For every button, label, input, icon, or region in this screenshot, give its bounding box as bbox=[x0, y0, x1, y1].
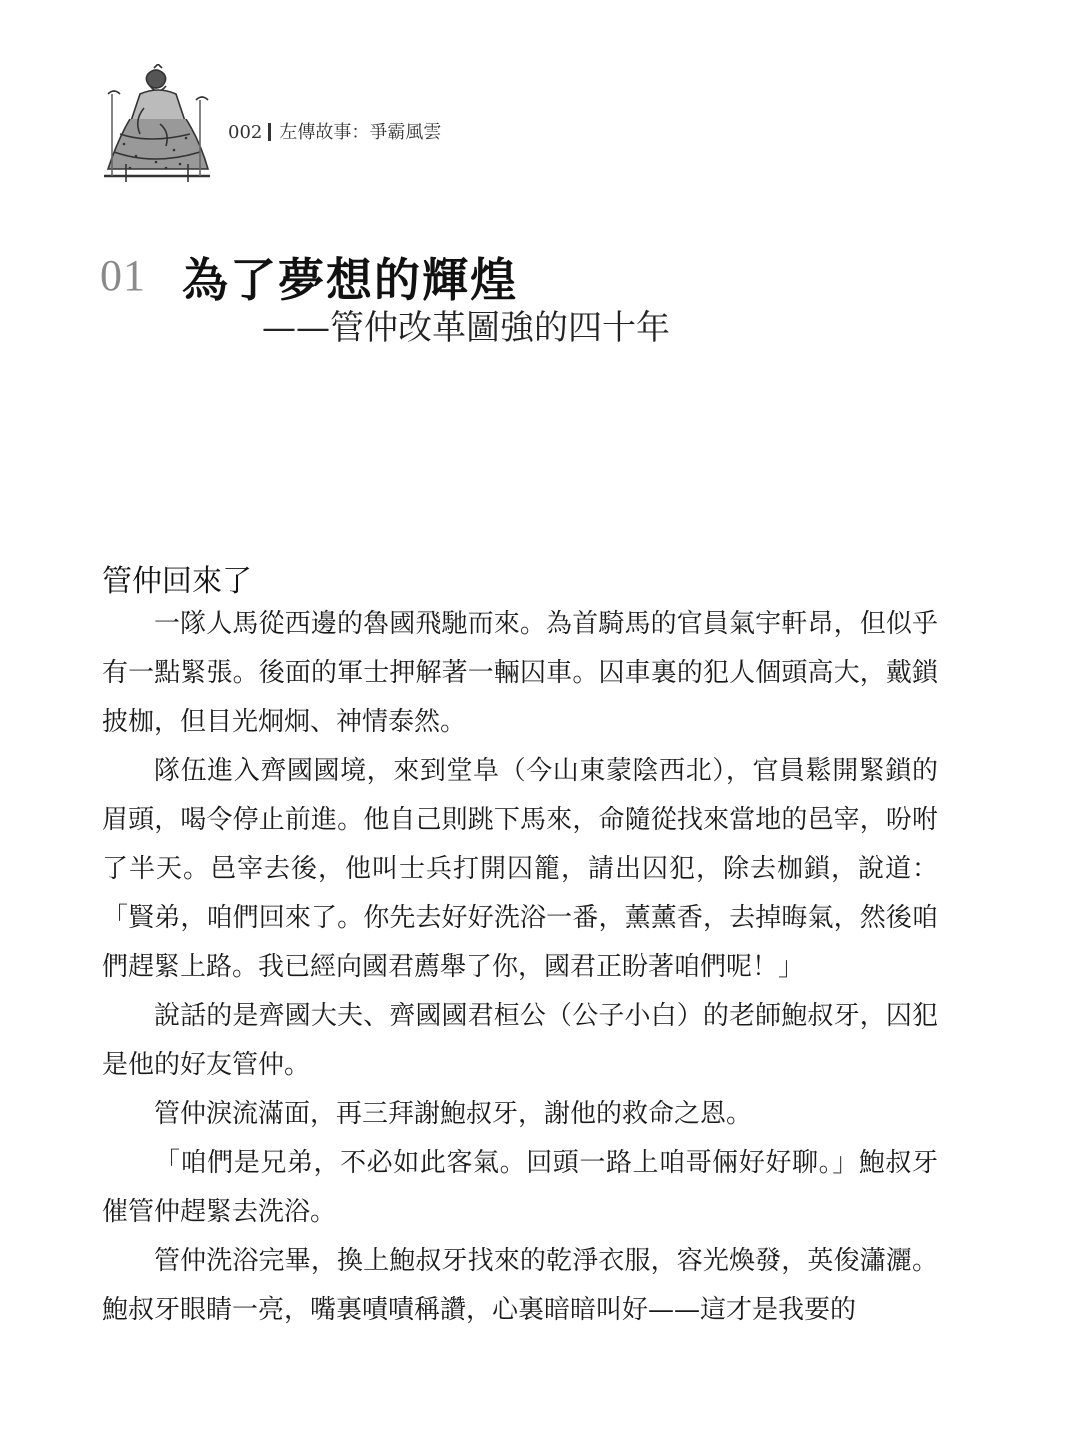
paragraph: 隊伍進入齊國國境，來到堂阜（今山東蒙陰西北），官員鬆開緊鎖的眉頭，喝令停止前進。他自己則跳下馬來，命隨從找來當地的邑宰，吩咐了半天。邑宰去後，他叫士兵打開囚籠，請出囚犯，除去枷鎖，說道：「賢弟，咱們回來了。你先去好好洗浴一番，薰薰香，去掉晦氣，然後咱們趕緊上路。我已經向國君薦舉了你，國君正盼著咱們呢！」 bbox=[102, 756, 938, 982]
chapter-title: 為了夢想的輝煌 bbox=[182, 253, 518, 307]
separator-bar bbox=[268, 123, 271, 141]
running-title bbox=[228, 118, 441, 144]
running-header bbox=[100, 64, 700, 184]
page-number: 002 bbox=[228, 122, 263, 143]
body-text bbox=[102, 600, 938, 1335]
paragraph: 管仲洗浴完畢，換上鮑叔牙找來的乾淨衣服，容光煥發，英俊瀟灑。鮑叔牙眼睛一亮，嘴裏嘖嘖稱讚，心裏暗暗叫好——這才是我要的 bbox=[102, 1246, 938, 1325]
chapter-subtitle: ——管仲改革圖強的四十年 bbox=[262, 308, 670, 348]
paragraph: 說話的是齊國大夫、齊國國君桓公（公子小白）的老師鮑叔牙，囚犯是他的好友管仲。 bbox=[102, 1001, 938, 1080]
seated-scholar-illustration-icon bbox=[100, 64, 215, 184]
book-title: 左傳故事：爭霸風雲 bbox=[279, 122, 442, 143]
paragraph: 管仲淚流滿面，再三拜謝鮑叔牙，謝他的救命之恩。 bbox=[154, 1099, 753, 1129]
paragraph: 「咱們是兄弟，不必如此客氣。回頭一路上咱哥倆好好聊。」鮑叔牙催管仲趕緊去洗浴。 bbox=[102, 1148, 938, 1227]
chapter-number: 01 bbox=[100, 251, 146, 300]
paragraph: 一隊人馬從西邊的魯國飛馳而來。為首騎馬的官員氣宇軒昂，但似乎有一點緊張。後面的軍士押解著一輛囚車。囚車裏的犯人個頭高大，戴鎖披枷，但目光炯炯、神情泰然。 bbox=[102, 609, 938, 737]
section-title: 管仲回來了 bbox=[102, 564, 252, 599]
